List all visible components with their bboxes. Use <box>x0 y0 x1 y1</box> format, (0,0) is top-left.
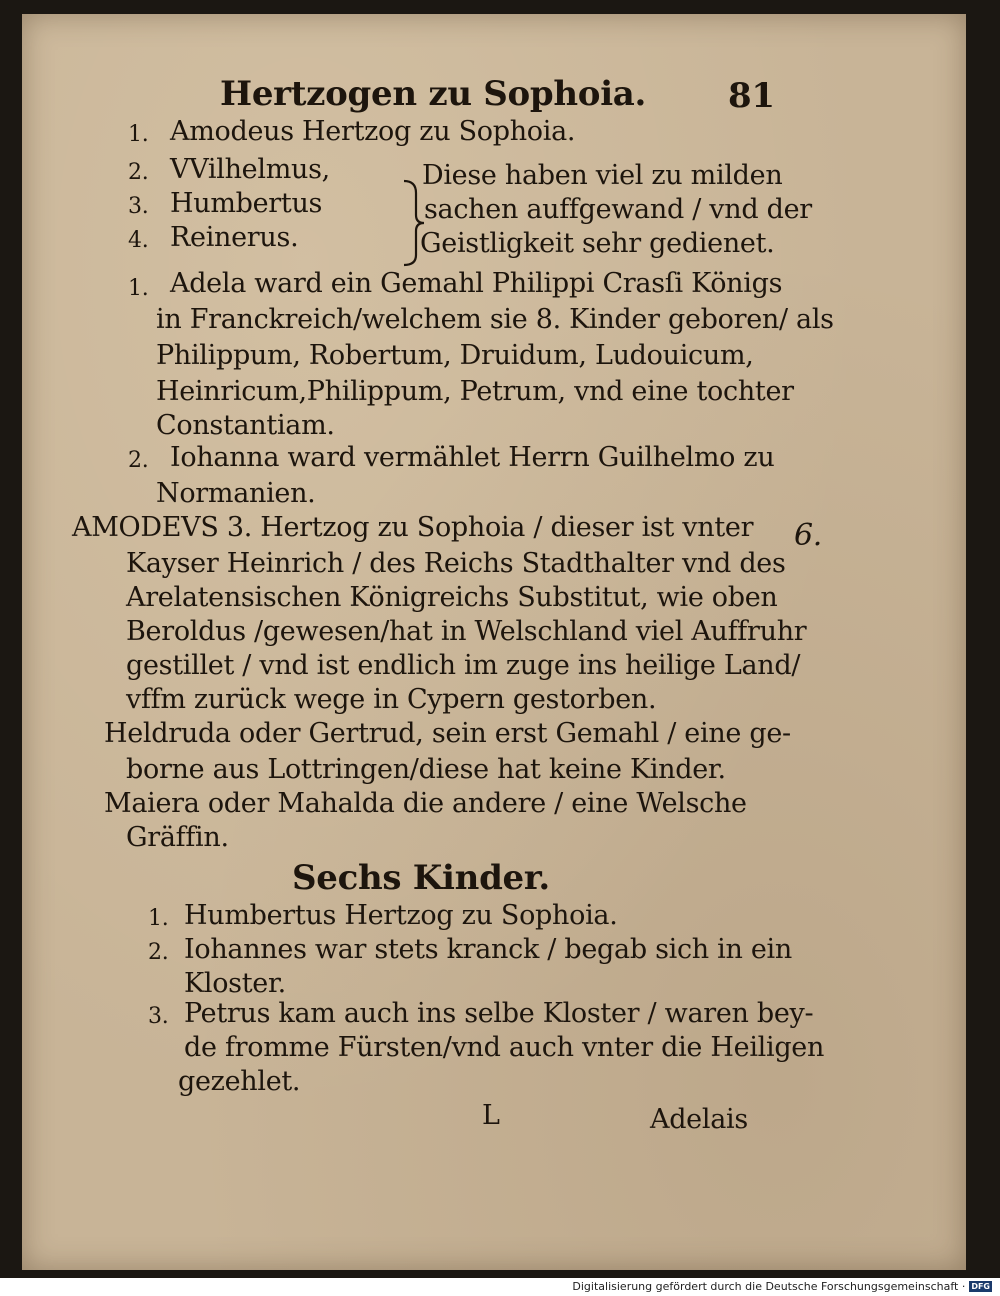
margin-note: 6. <box>794 518 823 553</box>
text-line: Amodeus Hertzog zu Sophoia. <box>170 116 576 147</box>
dfg-logo-icon: DFG <box>971 1281 990 1291</box>
text-line: Beroldus /gewesen/hat in Welschland viel Auffruhr <box>126 616 807 647</box>
text-line: Iohannes war stets kranck / begab sich in ein <box>184 934 792 965</box>
text-line: Arelatensischen Königreichs Substitut, wie oben <box>126 582 778 613</box>
text-line: Humbertus Hertzog zu Sophoia. <box>184 900 618 931</box>
page-number: 81 <box>728 76 775 116</box>
text-line: Humbertus <box>170 188 323 219</box>
book-page <box>22 14 966 1270</box>
text-line: Kloster. <box>184 968 286 999</box>
text-line: borne aus Lottringen/diese hat keine Kinder. <box>126 754 726 785</box>
text-line: gestillet / vnd ist endlich im zuge ins heilige Land/ <box>126 650 801 681</box>
line-number: 2. <box>148 940 169 965</box>
text-line: Petrus kam auch ins selbe Kloster / waren bey- <box>184 998 814 1029</box>
text-line: Geistligkeit sehr gedienet. <box>420 228 775 259</box>
text-line: Iohanna ward vermählet Herrn Guilhelmo zu <box>170 442 775 473</box>
text-line: Reinerus. <box>170 222 299 253</box>
text-line: Heldruda oder Gertrud, sein erst Gemahl / eine ge- <box>104 718 791 749</box>
text-line: in Franckreich/welchem sie 8. Kinder geboren/ als <box>156 304 834 335</box>
text-line: Constantiam. <box>156 410 335 441</box>
text-line: Heinricum,Philippum, Petrum, vnd eine tochter <box>156 376 794 407</box>
line-number: 1. <box>128 276 149 301</box>
text-line: Normanien. <box>156 478 316 509</box>
text-line: VVilhelmus, <box>170 154 330 185</box>
running-head: Hertzogen zu Sophoia. <box>220 74 647 114</box>
digitization-footer <box>572 1278 992 1294</box>
text-line: Diese haben viel zu milden <box>422 160 783 191</box>
signature-mark: L <box>482 1100 500 1131</box>
catchword: Adelais <box>650 1104 748 1135</box>
section-heading: Sechs Kinder. <box>292 858 550 898</box>
text-line: de fromme Fürsten/vnd auch vnter die Heiligen <box>184 1032 825 1063</box>
text-line: gezehlet. <box>178 1066 301 1097</box>
text-line: Gräffin. <box>126 822 229 853</box>
text-line: Adela ward ein Gemahl Philippi Crasſi Königs <box>170 268 783 299</box>
text-line: vffm zurück wege in Cypern gestorben. <box>126 684 657 715</box>
line-number: 3. <box>148 1004 169 1029</box>
line-number: 1. <box>148 906 169 931</box>
text-line: Philippum, Robertum, Druidum, Ludouicum, <box>156 340 754 371</box>
line-number: 2. <box>128 448 149 473</box>
line-number: 3. <box>128 194 149 219</box>
text-line: AMODEVS 3. Hertzog zu Sophoia / dieser ist vnter <box>72 512 754 543</box>
text-line: sachen auffgewand / vnd der <box>424 194 812 225</box>
text-line: Maiera oder Mahalda die andere / eine Welsche <box>104 788 747 819</box>
line-number: 2. <box>128 160 149 185</box>
line-number: 4. <box>128 228 149 253</box>
text-line: Kayser Heinrich / des Reichs Stadthalter vnd des <box>126 548 786 579</box>
footer-credit: Digitalisierung gefördert durch die Deutsche Forschungsgemeinschaft · <box>572 1279 966 1293</box>
line-number: 1. <box>128 122 149 147</box>
